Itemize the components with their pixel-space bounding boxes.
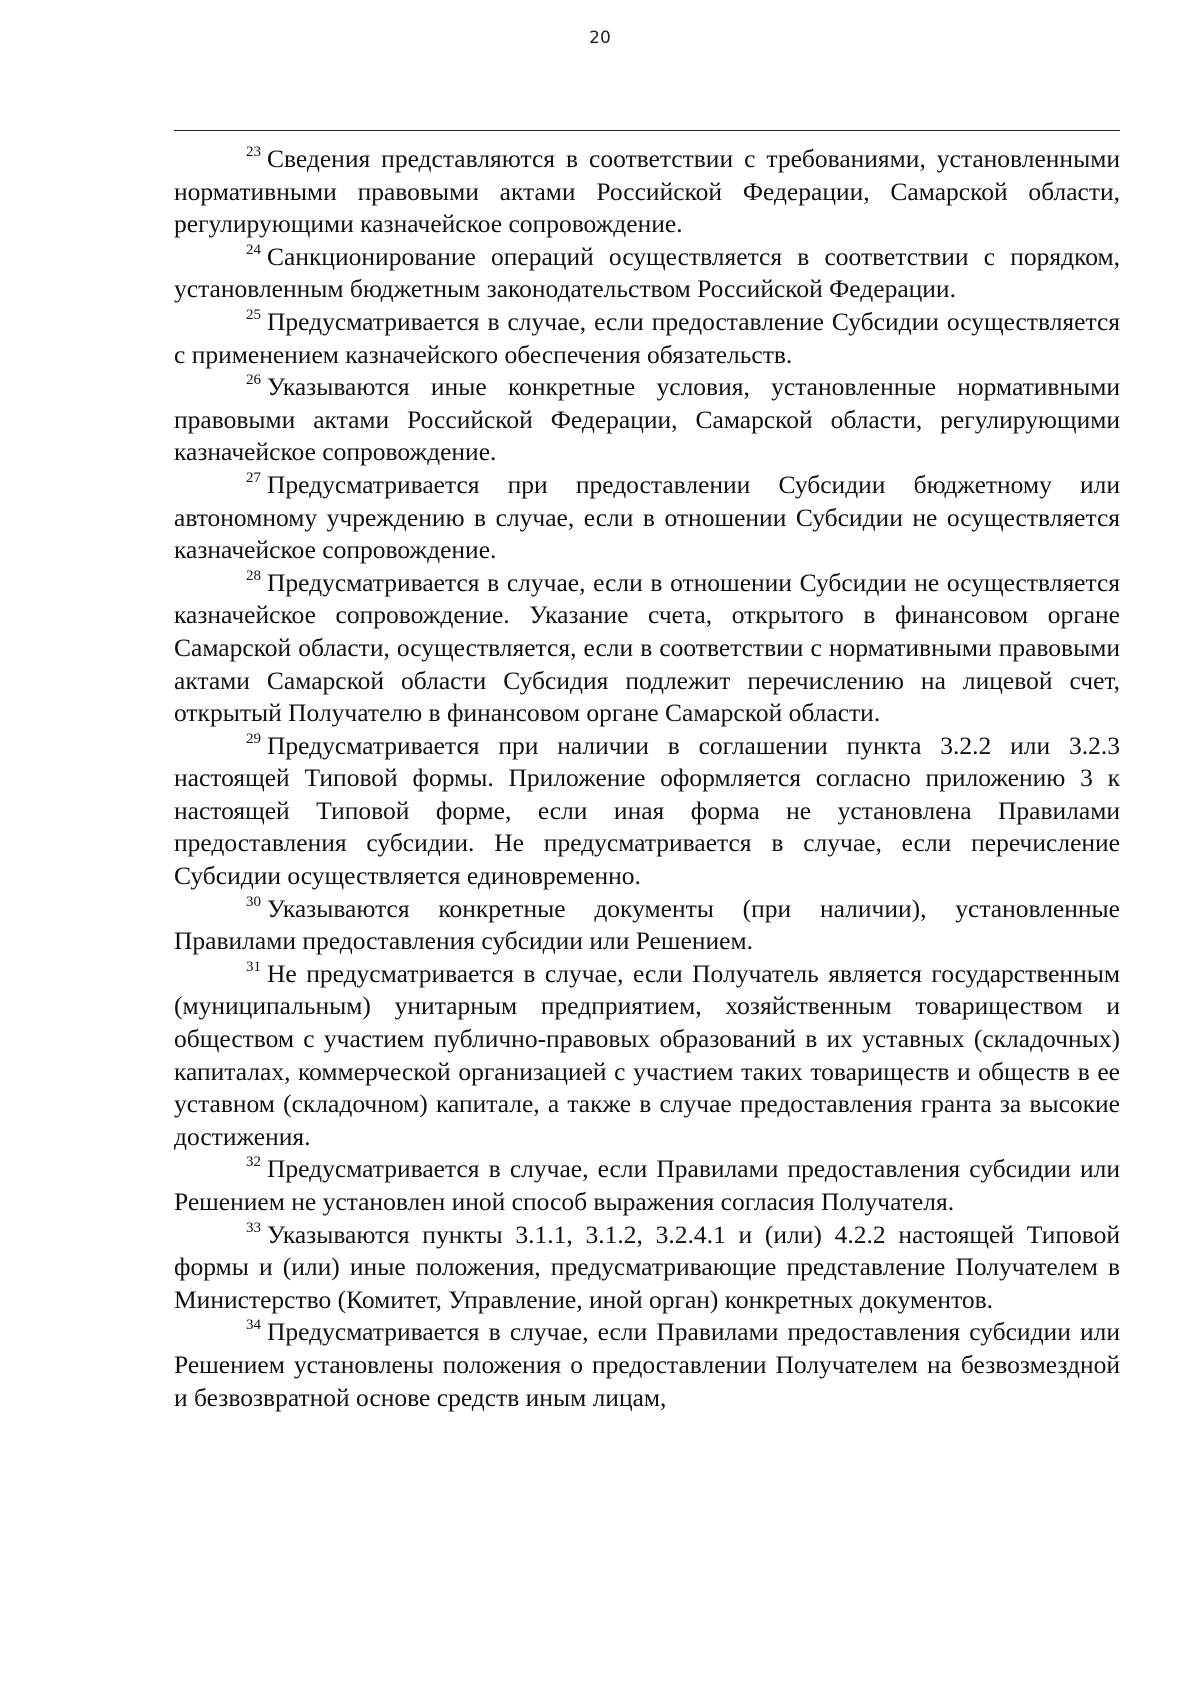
- footnote-number: 31: [246, 958, 261, 975]
- footnote-number: 33: [246, 1219, 261, 1236]
- footnote-text: Предусматривается при предоставлении Субсидии бюджетному или автономному учреждению в случае, если в отношении Субсидии не осуществляется казначейское сопровождение.: [174, 469, 1120, 565]
- footnote-number: 27: [246, 469, 261, 486]
- footnote-24: [174, 241, 1120, 306]
- footnote-number: 28: [246, 567, 261, 584]
- page-number: 20: [589, 28, 611, 48]
- footnote-31: [174, 958, 1120, 1154]
- footnote-number: 34: [246, 1317, 261, 1334]
- footnote-number: 26: [246, 372, 261, 389]
- footnote-text: Указываются конкретные документы (при наличии), установленные Правилами предоставления субсидии или Решением.: [174, 893, 1120, 956]
- footnote-number: 30: [246, 893, 261, 910]
- footnote-number: 29: [246, 730, 261, 747]
- footnote-number: 32: [246, 1154, 261, 1171]
- footnote-27: [174, 469, 1120, 567]
- footnote-text: Санкционирование операций осуществляется в соответствии с порядком, установленным бюджетным законодательством Российской Федерации.: [174, 241, 1120, 304]
- footnote-separator: [174, 130, 1120, 131]
- footnote-text: Предусматривается в случае, если Правилами предоставления субсидии или Решением установлены положения о предоставлении Получателем на безвозмездной и безвозвратной основе средств иным лицам,: [174, 1317, 1120, 1412]
- footnote-25: [174, 306, 1120, 371]
- footnote-text: Предусматривается в случае, если Правилами предоставления субсидии или Решением не установлен иной способ выражения согласия Получателя.: [174, 1154, 1120, 1216]
- footnote-32: [174, 1153, 1120, 1218]
- footnote-text: Сведения представляются в соответствии с требованиями, установленными нормативными правовыми актами Российской Федерации, Самарской области, регулирующими казначейское сопровождение.: [174, 144, 1120, 239]
- footnote-23: [174, 143, 1120, 241]
- footnote-text: Указываются пункты 3.1.1, 3.1.2, 3.2.4.1 и (или) 4.2.2 настоящей Типовой формы и (или) иные положения, предусматривающие представление Получателем в Министерство (Комитет, Управление, иной орган) конкретных документов.: [174, 1219, 1120, 1314]
- footnote-30: [174, 893, 1120, 958]
- footnote-number: 23: [246, 144, 261, 160]
- footnote-number: 24: [246, 241, 261, 258]
- footnote-28: [174, 567, 1120, 730]
- footnote-text: Предусматривается в случае, если в отношении Субсидии не осуществляется казначейское сопровождение. Указание счета, открытого в финансовом органе Самарской области, осуществляется, если в соответствии с нормативными правовыми актами Самарской области Субсидия подлежит перечислению на лицевой счет, открытый Получателю в финансовом органе Самарской области.: [174, 567, 1120, 728]
- footnote-34: [174, 1316, 1120, 1414]
- footnote-33: [174, 1219, 1120, 1317]
- footnotes-section: [174, 143, 1120, 1414]
- footnote-26: [174, 371, 1120, 469]
- footnote-29: [174, 730, 1120, 893]
- footnote-text: Не предусматривается в случае, если Получатель является государственным (муниципальным) унитарным предприятием, хозяйственным товариществом и обществом с участием публично-правовых образований в их уставных (складочных) капиталах, коммерческой организацией с участием таких товариществ и обществ в ее уставном (складочном) капитале, а также в случае предоставления гранта за высокие достижения.: [174, 958, 1120, 1151]
- footnote-number: 25: [246, 306, 261, 323]
- footnote-text: Предусматривается при наличии в соглашении пункта 3.2.2 или 3.2.3 настоящей Типовой формы. Приложение оформляется согласно приложению 3 к настоящей Типовой форме, если иная форма не установлена Правилами предоставления субсидии. Не предусматривается в случае, если перечисление Субсидии осуществляется единовременно.: [174, 730, 1120, 891]
- footnote-text: Предусматривается в случае, если предоставление Субсидии осуществляется с применением казначейского обеспечения обязательств.: [174, 306, 1120, 369]
- footnote-text: Указываются иные конкретные условия, установленные нормативными правовыми актами Российской Федерации, Самарской области, регулирующими казначейское сопровождение.: [174, 372, 1120, 467]
